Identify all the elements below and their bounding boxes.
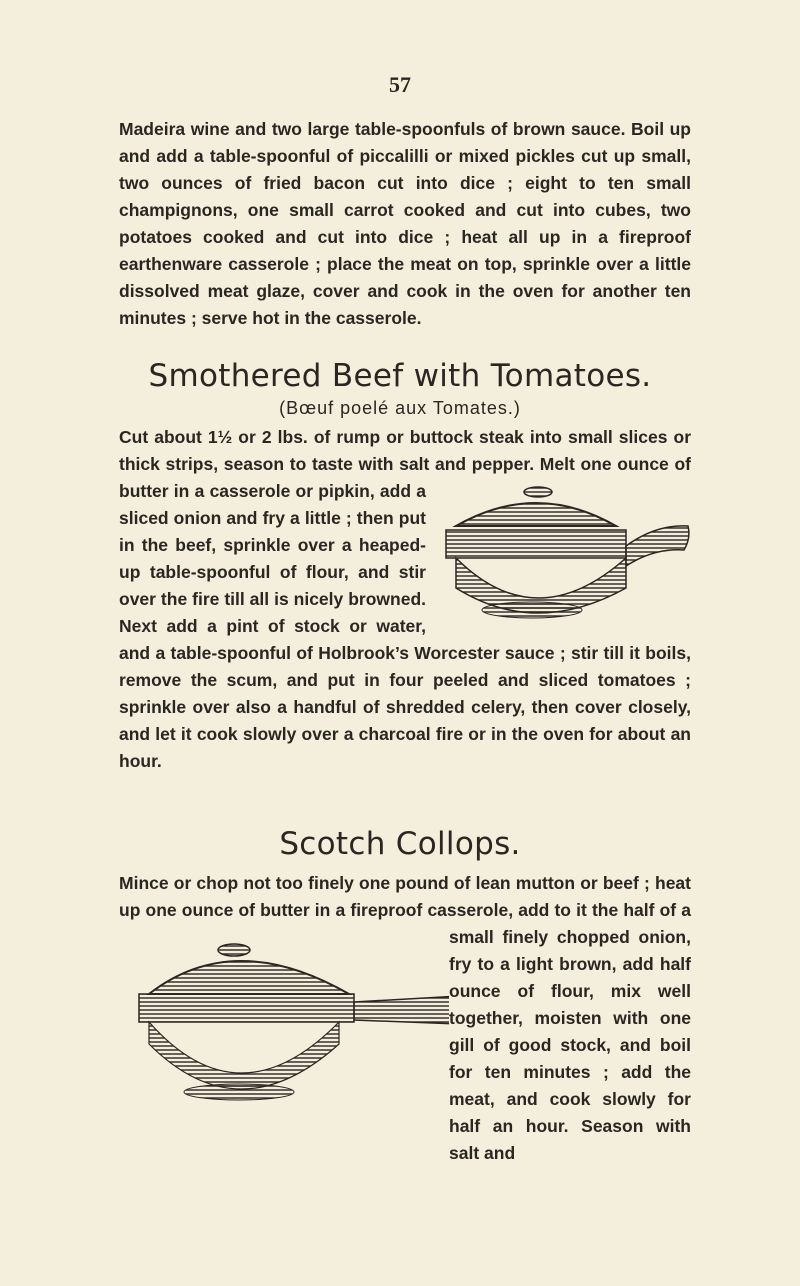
recipe2-title: Scotch Collops. [279,826,521,862]
saute-pan-icon [119,924,449,1142]
recipe1-subtitle: (Bœuf poelé aux Tomates.) [279,398,521,418]
recipe1-title: Smothered Beef with Tomatoes. [148,358,652,394]
recipe2-text [119,870,691,1167]
recipe1-body: Melt one ounce of butter in a casserole or pipkin, add a sliced onion and fry a little ; then put in the beef, sprinkle over a heaped-up table-spoonful of flour, and stir over the fire till all is nicely browned. Next add a pint of stock or water, and a table-spoonful of Holbrook’s Worcester sauce ; stir till it boils, remove the scum, and put in four peeled and sliced tomatoes ; sprinkle over also a handful of shredded celery, then cover closely, and let it cook slowly over a charcoal fire or in the oven for about an hour. [119,454,691,771]
recipe2-lead: Mince or chop not too finely one pound of lean mutton or beef ; heat up one ounce of butter in a fireproof casserole, [119,873,691,920]
casserole-icon [426,478,691,632]
recipe1-text [119,424,691,775]
saute-pan-illustration [119,924,449,1142]
recipe2-body: add to it the half of a small finely chopped onion, fry to a light brown, add half ounce of flour, mix well together, moisten with one gill of good stock, and boil for ten minutes ; add the meat, and cook slowly for half an hour. Season with salt and [449,900,691,1163]
intro-paragraph: Madeira wine and two large table-spoonfuls of brown sauce. Boil up and add a table-spoonful of piccalilli or mixed pickles cut up small, two ounces of fried bacon cut into dice ; eight to ten small champignons, one small carrot cooked and cut into cubes, two potatoes cooked and cut into dice ; heat all up in a fireproof earthenware casserole ; place the meat on top, sprinkle over a little dissolved meat glaze, cover and cook in the oven for another ten minutes ; serve hot in the casserole. [119,119,691,328]
casserole-illustration [426,478,691,632]
recipe1-lead: Cut about 1½ or 2 lbs. of rump or buttock steak into small slices or thick strips, season to taste with salt and pepper. [119,427,691,474]
page-number: 57 [389,72,411,97]
